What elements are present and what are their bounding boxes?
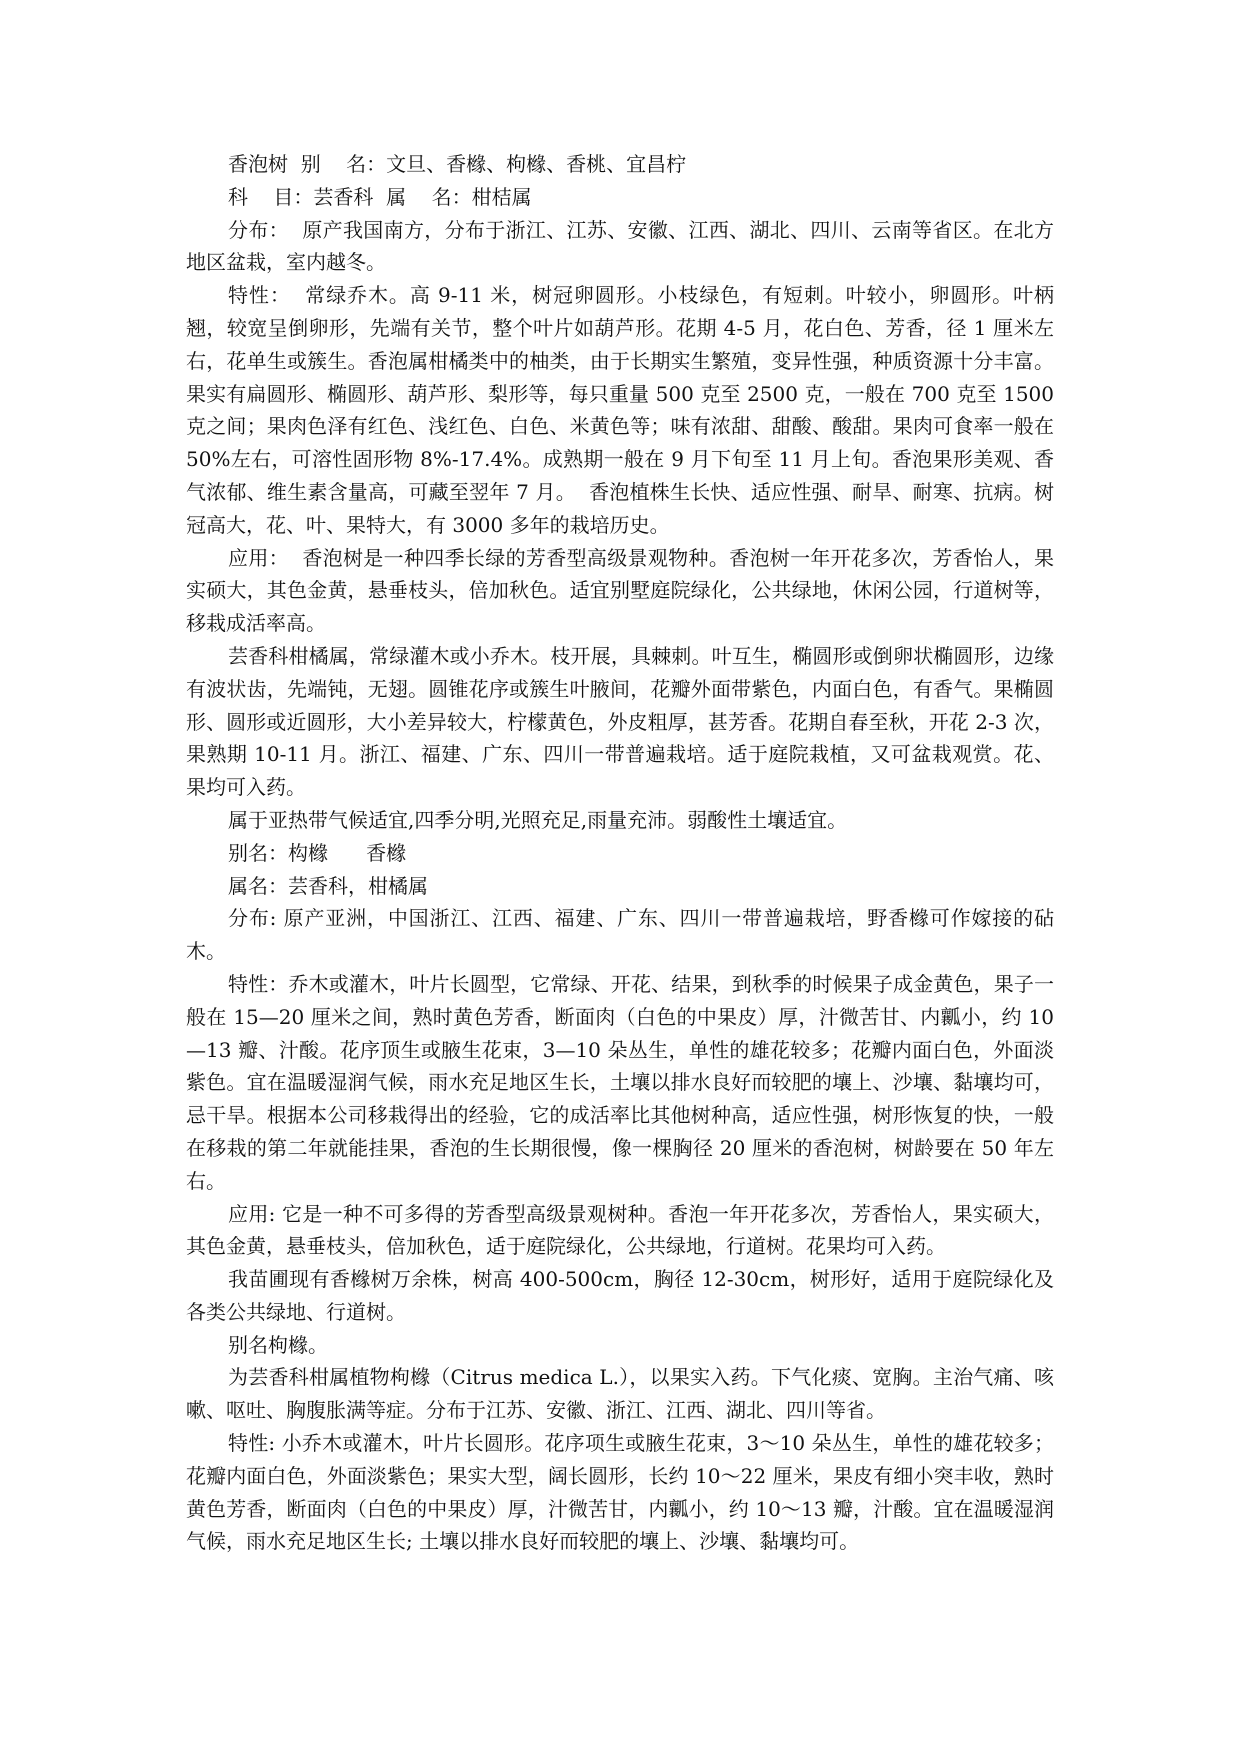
paragraph-alias-3: 别名枸橼。 [228,1332,328,1357]
paragraph-family-genus: 科 目：芸香科 属 名：柑桔属 [228,184,532,209]
paragraph-rutaceae-description: 芸香科柑橘属，常绿灌木或小乔木。枝开展，具棘刺。叶互生，椭圆形或倒卵状椭圆形，边缘有波状齿，先端钝，无翅。圆锥花序或簇生叶腋间，花瓣外面带紫色，内面白色，有香气。果椭圆形、圆形或近圆形，大小差异较大，柠檬黄色，外皮粗厚，甚芳香。花期自春至秋，开花 2-3 次，果熟期 10-11 月。浙江、福建、广东、四川一带普遍栽培。适于庭院栽植，又可盆栽观赏。花、果均可入药。 [186,643,1054,800]
paragraph-characteristics: 特性： 常绿乔木。高 9-11 米，树冠卵圆形。小枝绿色，有短刺。叶较小，卵圆形。叶柄翘，较宽呈倒卵形，先端有关节，整个叶片如葫芦形。花期 4-5 月，花白色、芳香，径 1 厘米左右，花单生或簇生。香泡属柑橘类中的柚类，由于长期实生繁殖，变异性强，种质资源十分丰富。果实有扁圆形、椭圆形、葫芦形、梨形等，每只重量 500 克至 2500 克，一般在 700 克至 1500 克之间；果肉色泽有红色、浅红色、白色、米黄色等；味有浓甜、甜酸、酸甜。果肉可食率一般在 50%左右，可溶性固形物 8%-17.4%。成熟期一般在 9 月下旬至 11 月上旬。香泡果形美观、香气浓郁、维生素含量高，可藏至翌年 7 月。 香泡植株生长快、适应性强、耐旱、耐寒、抗病。树冠高大，花、叶、果特大，有 3000 多年的栽培历史。 [186,283,1061,537]
paragraph-nursery-stock: 我苗圃现有香橼树万余株，树高 400-500cm，胸径 12-30cm，树形好，适用于庭院绿化及各类公共绿地、行道树。 [186,1267,1054,1324]
paragraph-alias-line: 香泡树 别 名：文旦、香橼、枸橼、香桃、宜昌柠 [228,152,687,176]
paragraph-medicinal: 为芸香科柑属植物枸橼（Citrus medica L.），以果实入药。下气化痰、宽胸。主治气痛、咳嗽、呕吐、胸腹胀满等症。分布于江苏、安徽、浙江、江西、湖北、四川等省。 [186,1365,1054,1423]
paragraph-characteristics-2: 特性：乔木或灌木，叶片长圆型，它常绿、开花、结果，到秋季的时候果子成金黄色，果子一般在 15—20 厘米之间，熟时黄色芳香，断面肉（白色的中果皮）厚，汁微苦甘、内瓤小，约 10—13 瓣、汁酸。花序顶生或腋生花束，3—10 朵丛生，单性的雄花较多；花瓣内面白色，外面淡紫色。宜在温暖湿润气候，雨水充足地区生长，土壤以排水良好而较肥的壤上、沙壤、黏壤均可，忌干旱。根据本公司移栽得出的经验，它的成活率比其他树种高，适应性强，树形恢复的快，一般在移栽的第二年就能挂果，香泡的生长期很慢，像一棵胸径 20 厘米的香泡树，树龄要在 50 年左右。 [186,971,1054,1193]
paragraph-characteristics-3: 特性: 小乔木或灌木，叶片长圆形。花序项生或腋生花束，3～10 朵丛生，单性的雄花较多；花瓣内面白色，外面淡紫色；果实大型，阔长圆形，长约 10～22 厘米，果皮有细小突丰收，熟时黄色芳香，断面肉（白色的中果皮）厚，汁微苦甘，内瓤小，约 10～13 瓣，汁酸。宜在温暖湿润气候，雨水充足地区生长; 土壤以排水良好而较肥的壤上、沙壤、黏壤均可。 [186,1431,1054,1554]
paragraph-distribution: 分布： 原产我国南方，分布于浙江、江苏、安徽、江西、湖北、四川、云南等省区。在北方地区盆栽，室内越冬。 [186,217,1054,275]
paragraph-application-2: 应用: 它是一种不可多得的芳香型高级景观树种。香泡一年开花多次，芳香怡人，果实硕大，其色金黄，悬垂枝头，倍加秋色，适于庭院绿化，公共绿地，行道树。花果均可入药。 [186,1201,1054,1259]
paragraph-distribution-2: 分布: 原产亚洲，中国浙江、江西、福建、广东、四川一带普遍栽培，野香橼可作嫁接的砧木。 [186,906,1054,964]
paragraph-climate: 属于亚热带气候适宜,四季分明,光照充足,雨量充沛。弱酸性土壤适宜。 [228,807,848,832]
paragraph-alias-2: 别名：构橼 香橼 [228,840,407,865]
paragraph-application: 应用： 香泡树是一种四季长绿的芳香型高级景观物种。香泡树一年开花多次，芳香怡人，果实硕大，其色金黄，悬垂枝头，倍加秋色。适宜别墅庭院绿化，公共绿地，休闲公园，行道树等，移栽成活率高。 [186,545,1054,636]
document-body [186,148,1061,1558]
paragraph-genus-2: 属名：芸香科，柑橘属 [228,873,428,898]
